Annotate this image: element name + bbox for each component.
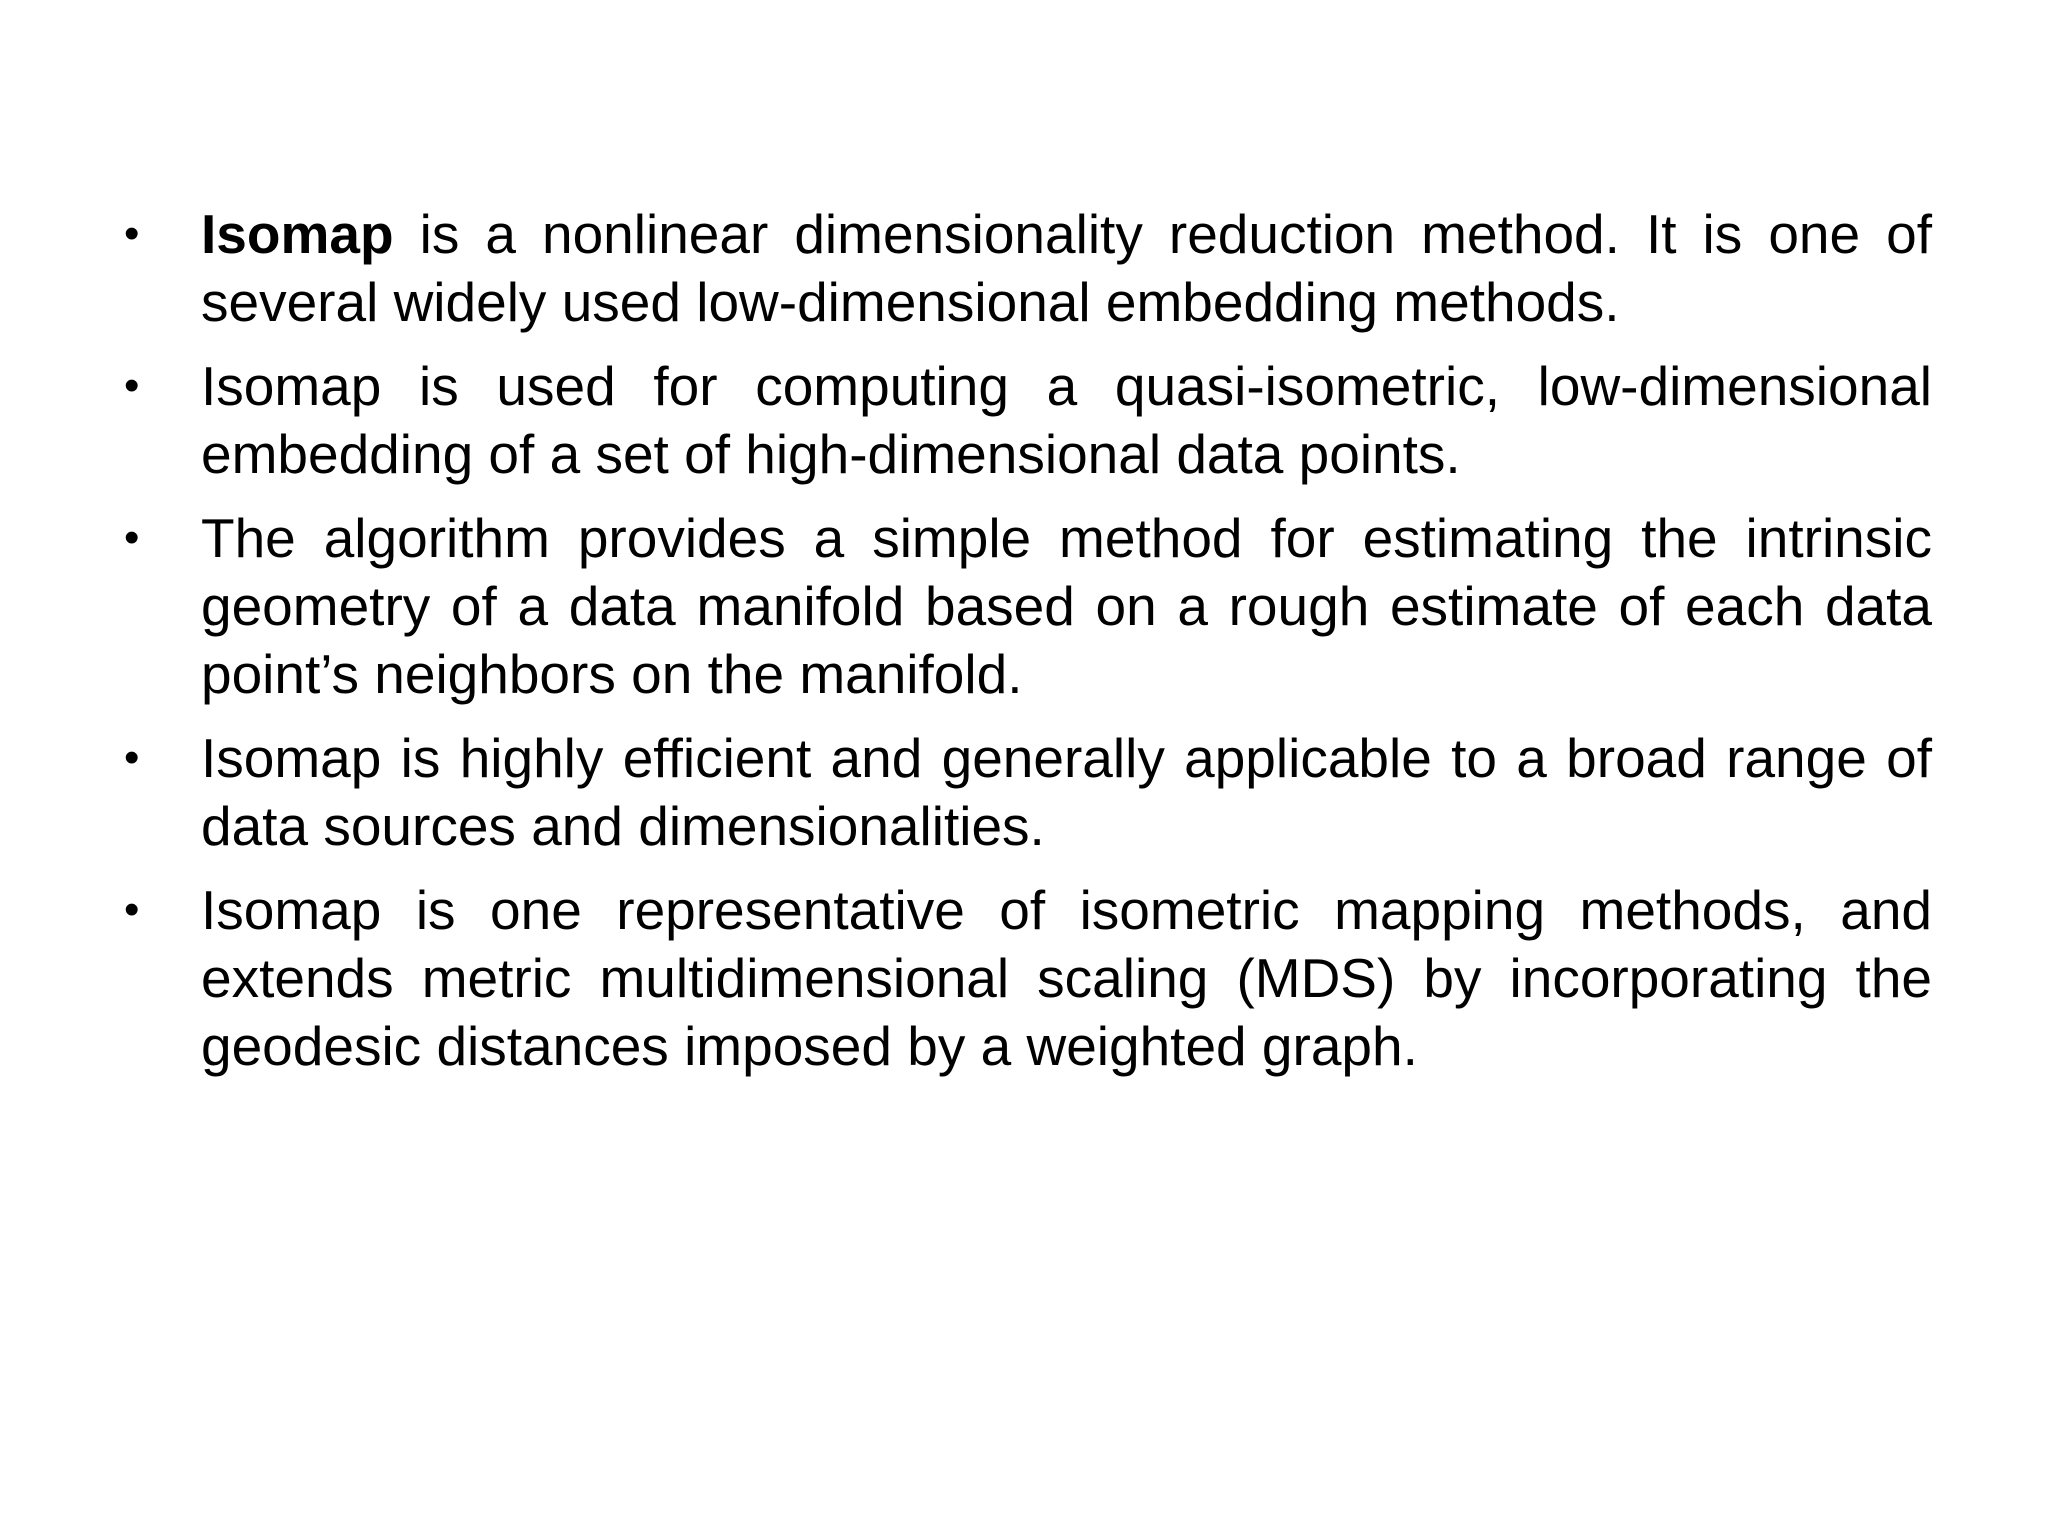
bullet-text: Isomap is highly efficient and generally applicable to a broad range of data sources and dimensionalities. xyxy=(201,727,1932,857)
bullet-bold-lead: Isomap xyxy=(201,203,394,265)
bullet-text: Isomap is one representative of isometric mapping methods, and extends metric multidimensional scaling (MDS) by incorporating the geodesic distances imposed by a weighted graph. xyxy=(201,879,1932,1077)
bullet-icon: • xyxy=(124,361,140,410)
bullet-item-2 xyxy=(120,352,1932,488)
bullet-item-4 xyxy=(120,724,1932,860)
bullet-item-1 xyxy=(120,200,1932,336)
bullet-text xyxy=(201,203,1932,333)
bullet-icon: • xyxy=(124,513,140,562)
bullet-item-5 xyxy=(120,876,1932,1080)
bullet-text: Isomap is used for computing a quasi-isometric, low-dimensional embedding of a set of high-dimensional data points. xyxy=(201,355,1932,485)
bullet-body: is a nonlinear dimensionality reduction method. It is one of several widely used low-dimensional embedding methods. xyxy=(201,203,1932,333)
bullet-text: The algorithm provides a simple method for estimating the intrinsic geometry of a data manifold based on a rough estimate of each data point’s neighbors on the manifold. xyxy=(201,507,1932,705)
bullet-icon: • xyxy=(124,885,140,934)
bullet-list xyxy=(120,200,1932,1096)
bullet-item-3 xyxy=(120,504,1932,708)
bullet-icon: • xyxy=(124,209,140,258)
bullet-icon: • xyxy=(124,733,140,782)
